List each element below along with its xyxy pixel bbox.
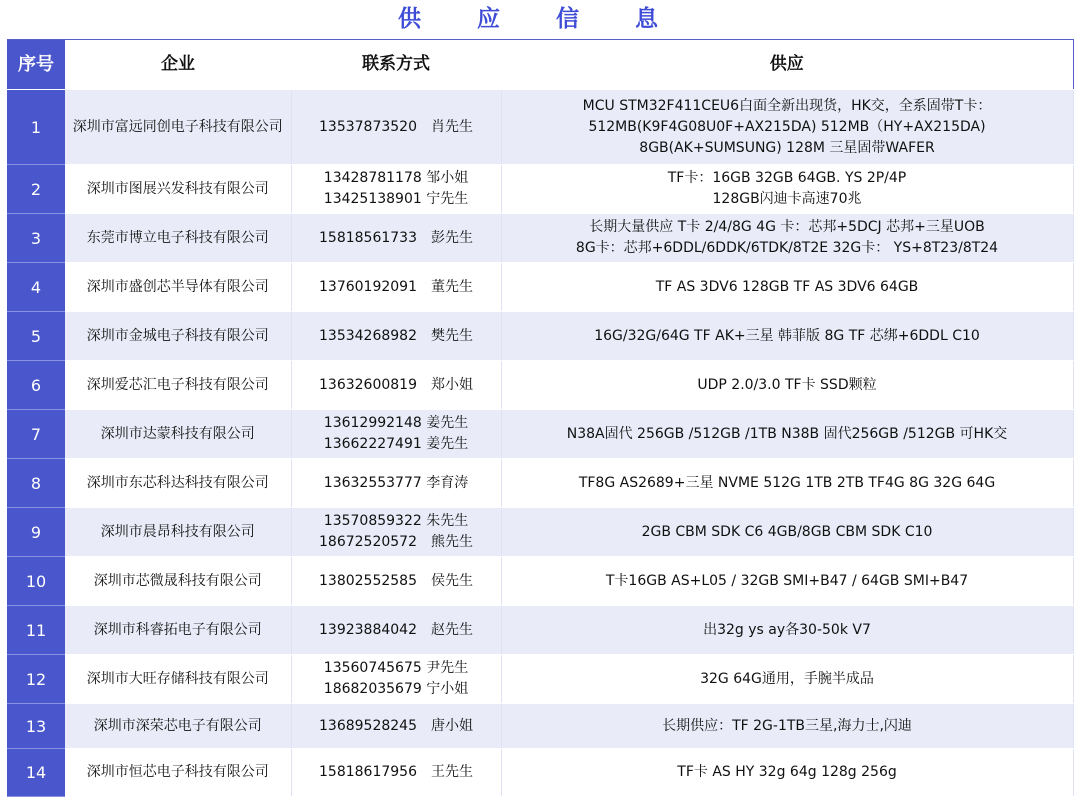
contact-line: 13632553777 李育涛 [323, 474, 469, 491]
supply-line: TF卡：16GB 32GB 64GB. YS 2P/4P [667, 170, 907, 186]
table-row [7, 508, 1073, 557]
header-index: 序号 [7, 40, 65, 90]
company-name: 深圳市大旺存储科技有限公司 [86, 670, 269, 687]
supply-cell [501, 655, 1073, 704]
company-name: 深圳市富远同创电子科技有限公司 [72, 118, 283, 135]
row-index: 12 [7, 655, 65, 704]
supply-line: TF8G AS2689+三星 NVME 512G 1TB 2TB TF4G 8G 32G 64G [578, 474, 996, 491]
row-index: 2 [7, 165, 65, 214]
table-header-row [7, 40, 1073, 90]
contact-line: 18682035679 宁小姐 [323, 681, 469, 697]
supply-line: T卡16GB AS+L05 / 32GB SMI+B47 / 64GB SMI+B47 [605, 572, 969, 589]
contact-line: 13923884042 赵先生 [319, 621, 473, 638]
row-index: 9 [7, 508, 65, 557]
contact-line: 13689528245 唐小姐 [319, 717, 473, 734]
supply-line: 32G 64G通用，手腕半成品 [700, 670, 874, 687]
row-index: 4 [7, 263, 65, 312]
supply-line: 8GB(AK+SUMSUNG) 128M 三星固带WAFER [639, 139, 935, 156]
contact-cell [291, 606, 501, 655]
row-index: 13 [7, 704, 65, 749]
company-cell [65, 655, 291, 704]
company-name: 深圳市金城电子科技有限公司 [86, 327, 269, 344]
header-company: 企业 [65, 40, 291, 90]
contact-cell [291, 410, 501, 459]
company-cell [65, 606, 291, 655]
supply-cell [501, 165, 1073, 214]
row-index: 1 [7, 90, 65, 165]
contact-cell [291, 263, 501, 312]
contact-line: 13632600819 郑小姐 [319, 376, 473, 393]
supply-cell [501, 410, 1073, 459]
table-row [7, 410, 1073, 459]
contact-line: 13560745675 尹先生 [323, 660, 469, 676]
supply-line: 出32g ys ay各30-50k V7 [703, 621, 871, 638]
supply-cell [501, 361, 1073, 410]
company-cell [65, 749, 291, 797]
company-cell [65, 410, 291, 459]
company-name: 深圳市盛创芯半导体有限公司 [86, 278, 269, 295]
row-index: 8 [7, 459, 65, 508]
table-row [7, 361, 1073, 410]
contact-line: 13425138901 宁先生 [323, 191, 469, 207]
row-index: 6 [7, 361, 65, 410]
supply-cell [501, 263, 1073, 312]
contact-line: 13760192091 董先生 [319, 278, 473, 295]
contact-line: 15818561733 彭先生 [319, 229, 473, 246]
company-cell [65, 361, 291, 410]
company-name: 深圳市晨昂科技有限公司 [100, 523, 255, 540]
company-name: 深圳市图展兴发科技有限公司 [86, 180, 269, 197]
supply-line: 512MB(K9F4G08U0F+AX215DA) 512MB（HY+AX215DA) [588, 118, 986, 135]
company-name: 深圳爱芯汇电子科技有限公司 [86, 376, 269, 393]
supply-line: TF AS 3DV6 128GB TF AS 3DV6 64GB [655, 278, 919, 295]
header-supply: 供应 [501, 40, 1073, 90]
contact-line: 13662227491 姜先生 [323, 436, 469, 452]
contact-cell [291, 655, 501, 704]
supply-cell [501, 557, 1073, 606]
company-name: 深圳市达蒙科技有限公司 [100, 425, 255, 442]
supply-cell [501, 312, 1073, 361]
contact-line: 13612992148 姜先生 [323, 415, 469, 431]
supply-line: 8G卡：芯邦+6DDL/6DDK/6TDK/8T2E 32G卡： YS+8T23/8T24 [575, 240, 999, 256]
company-cell [65, 459, 291, 508]
table-row [7, 655, 1073, 704]
contact-cell [291, 557, 501, 606]
contact-cell [291, 90, 501, 165]
company-name: 深圳市芯微晟科技有限公司 [93, 572, 262, 589]
supply-cell [501, 459, 1073, 508]
company-name: 深圳市东芯科达科技有限公司 [86, 474, 269, 491]
company-cell [65, 263, 291, 312]
row-index: 3 [7, 214, 65, 263]
supply-cell [501, 508, 1073, 557]
table-row [7, 459, 1073, 508]
supply-line: 长期供应：TF 2G-1TB三星,海力士,闪迪 [662, 717, 912, 734]
supply-cell [501, 214, 1073, 263]
contact-cell [291, 749, 501, 797]
contact-cell [291, 508, 501, 557]
row-index: 11 [7, 606, 65, 655]
contact-cell [291, 459, 501, 508]
company-cell [65, 214, 291, 263]
company-cell [65, 90, 291, 165]
row-index: 7 [7, 410, 65, 459]
supply-table [7, 39, 1074, 797]
supply-line: 2GB CBM SDK C6 4GB/8GB CBM SDK C10 [641, 523, 933, 540]
supply-cell [501, 749, 1073, 797]
row-index: 14 [7, 749, 65, 797]
header-contact: 联系方式 [291, 40, 501, 90]
page-title: 供 应 信 息 [397, 6, 683, 32]
company-cell [65, 704, 291, 749]
contact-cell [291, 704, 501, 749]
row-index: 5 [7, 312, 65, 361]
supply-line: 16G/32G/64G TF AK+三星 韩菲版 8G TF 芯绑+6DDL C10 [594, 327, 980, 344]
table-row [7, 704, 1073, 749]
contact-line: 13428781178 邹小姐 [323, 170, 469, 186]
table-row [7, 312, 1073, 361]
company-name: 深圳市恒芯电子科技有限公司 [86, 764, 269, 780]
contact-cell [291, 165, 501, 214]
table-row [7, 557, 1073, 606]
supply-line: UDP 2.0/3.0 TF卡 SSD颗粒 [697, 376, 877, 393]
contact-line: 18672520572 熊先生 [319, 534, 473, 550]
table-row [7, 214, 1073, 263]
company-cell [65, 557, 291, 606]
contact-line: 13570859322 朱先生 [323, 513, 469, 529]
contact-line: 13534268982 樊先生 [319, 327, 473, 344]
company-cell [65, 508, 291, 557]
contact-line: 15818617956 王先生 [319, 764, 473, 780]
table-row [7, 749, 1073, 797]
supply-line: N38A固代 256GB /512GB /1TB N38B 固代256GB /512GB 可HK交 [566, 425, 1008, 442]
supply-cell [501, 606, 1073, 655]
supply-line: MCU STM32F411CEU6白面全新出现货，HK交，全系固带T卡： [582, 97, 992, 114]
contact-line: 13802552585 侯先生 [319, 572, 473, 589]
company-name: 东莞市博立电子科技有限公司 [86, 229, 269, 246]
supply-line: 128GB闪迪卡高速70兆 [712, 191, 862, 207]
contact-line: 13537873520 肖先生 [319, 118, 473, 135]
company-cell [65, 165, 291, 214]
contact-cell [291, 214, 501, 263]
supply-cell [501, 704, 1073, 749]
table-row [7, 90, 1073, 165]
contact-cell [291, 312, 501, 361]
table-row [7, 606, 1073, 655]
row-index: 10 [7, 557, 65, 606]
table-row [7, 263, 1073, 312]
company-cell [65, 312, 291, 361]
table-row [7, 165, 1073, 214]
contact-cell [291, 361, 501, 410]
company-name: 深圳市科睿拓电子有限公司 [93, 621, 262, 638]
supply-cell [501, 90, 1073, 165]
supply-line: TF卡 AS HY 32g 64g 128g 256g [677, 764, 897, 780]
company-name: 深圳市深荣芯电子有限公司 [93, 717, 262, 734]
supply-line: 长期大量供应 T卡 2/4/8G 4G 卡：芯邦+5DCJ 芯邦+三星UOB [589, 219, 985, 235]
